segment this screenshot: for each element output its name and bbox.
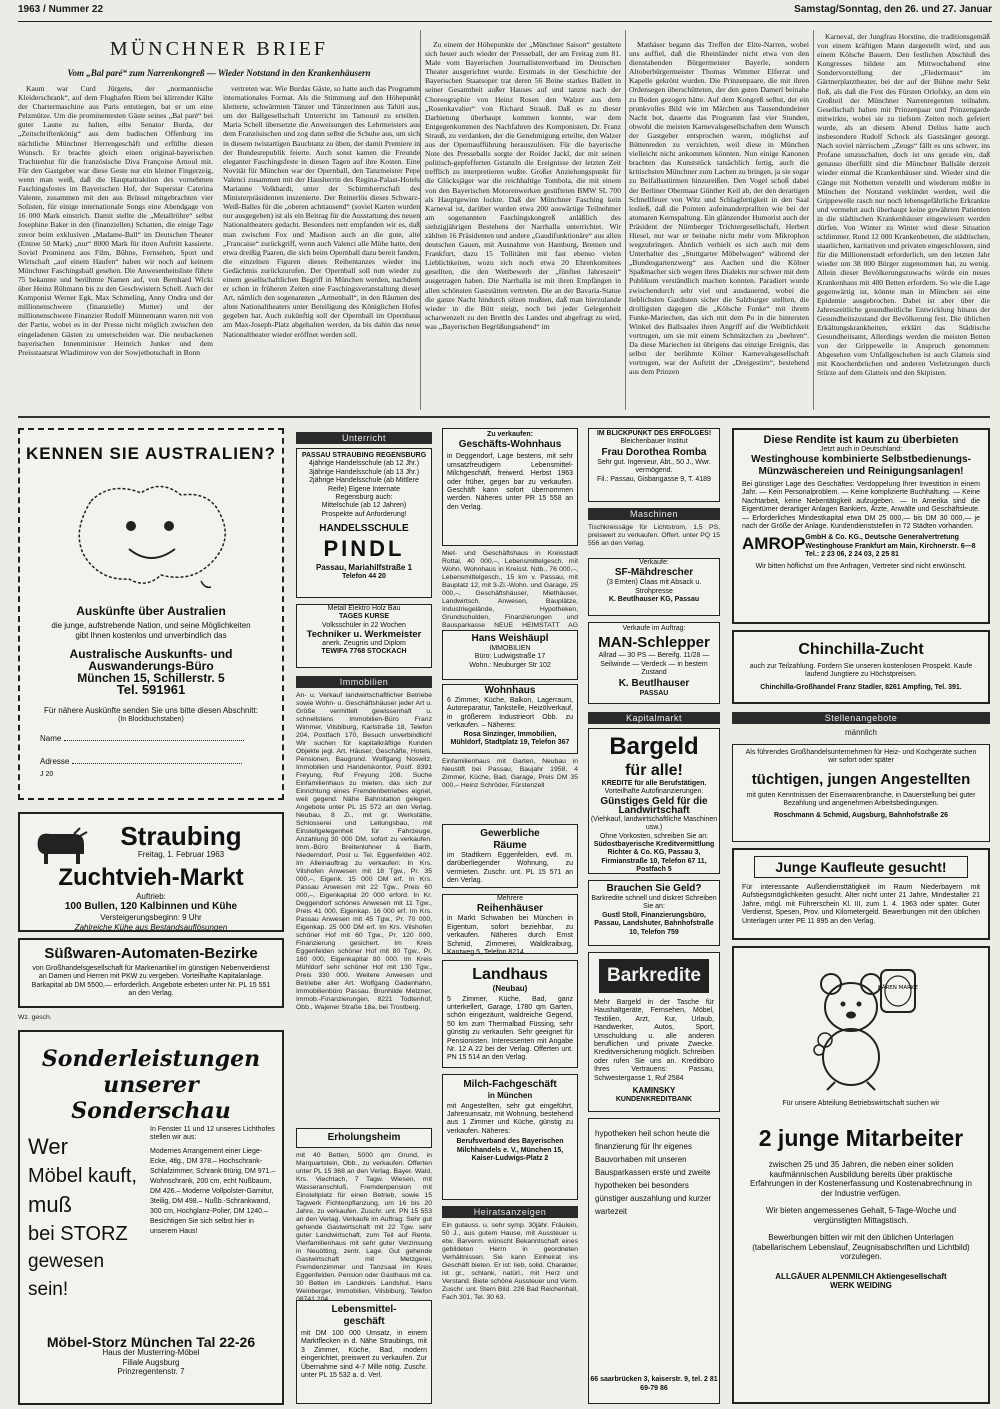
ad-wohnhaus: Wohnhaus 6 Zimmer, Küche, Balkon, Lagerraum, Autoreparatur, Tankstelle, Heizölverkauf, in größerem Industrieort Obb. zu verkaufen. – Näheres: Rosa Sinzinger, Immobilien, Mühldorf, Stadtplatz 19, Telefon 367 xyxy=(442,684,578,754)
coupon-name-field[interactable]: Name xyxy=(40,734,282,744)
article-column-3: Zu einem der Höhepunkte der „Münchner Saison“ gestaltete sich heuer auch wieder der Presseball, der am Freitag zum 81. Male vom Bayerischen Journalistenverband im Deutschen Theater ausgerichtet wurde. Erstmals in der Geschichte der Bayerischen Staatsoper trat deren 56 Beine starkes Ballett in seiner Gesamtheit außer Hauses auf und tanzte nach der Choreographie von Heinz Rosen den Walzer aus dem „Rosenkavalier“ von Richard Strauß. Daß es zu dieser Darbietung überhaupt kommen konnte, war dem Entgegenkommen des Nachfahren des Komponisten, Dr. Franz Strauß, zu verdanken, der die Genehmigung erteilte, den Walzer aus der Opernaufführung herauszulösen. Für die bayerische Note des Presseballs sorgte der Roider Jackl, der mit seinen politisch-gepfefferten Gstanzln die Ereignisse der letzten Zeit trefflich zu interpretieren wußte. Großer Anziehungspunkt für die Glücksjäger war die reichhaltige Tombola, die mit einem von den Bayerischen Motorenwerken gestifteten BMW SL 700 als Hauptgewinn lockte. Daß der Münchner Fasching kein Karneval ist, darüber wurden etwa 200 auswärtige Teilnehmer am sogenannten Faschingskongreß anläßlich des siebzigjährigen Bestehens der Narrhalla unterrichtet. Wir zählten 16 Präsidenten und andere „Gaudifunktionäre“ aus allen deutschen Gauen, mit Ausnahme von Hamburg, Bremen und Frankfurt, dazu 15 Tollitäten mit fast ebenso vielen Lieblichkeiten, wozu sich noch etwa 20 Ehrenkomitees gesellten, die den Wettbewerb der „fünften Jahreszeit“ ausgetragen haben. Die Narrhalla ist mit ihren Empfängen in allen schönsten Gaststätten vertreten. Die an der Bavaria-Statue die ganze Nacht hindurch sitzen mußten, daß man hierzulande wieder in die Bütt steigt, noch bei jeder Gelegenheit scharwenzelt zu den Brettln des Landes und abgefragt zu wird, was „Bayerischen Begrüßungsabend“ im xyxy=(425,40,621,331)
ad-gewerbliche-raeume: Gewerbliche Räume im Stadtkern Eggenfelden, evtl. m. darüberliegender Wohnung, zu vermieten. Zuschr. unt. PL 15 571 an den Verlag. xyxy=(442,824,578,888)
ad-landhaus: Landhaus (Neubau) 5 Zimmer, Küche, Bad, ganz unterkellert, Garage, 1780 qm Garten, schön eingezäunt, waldreiche Gegend, 50 km zum Thermalbad Füssing, sehr günstig zu verkaufen. Sehr geeignet für Pensionisten. Interessenten mit Angabe Nr. 12 A 22 bei der Verlag. Offerten unt. PN 15 514 an den Verlag. xyxy=(442,960,578,1068)
section-immobilien: Immobilien xyxy=(296,676,432,688)
bull-icon xyxy=(30,826,90,868)
article-title: MÜNCHNER BRIEF xyxy=(109,38,329,60)
ad-erholungsheim-title: Erholungsheim xyxy=(296,1128,432,1148)
ad-lebensmittel: Lebensmittel- geschäft mit DM 100 000 Umsatz, in einem Marktflecken in d. Nähe Straubings, mit 3 Zimmer, Küche, Bad, modern eingerichtet, preiswert zu verkaufen. Zur Übernahme sind 4-7 Mille nötig. Zuschr. unter PL 15 532 a. d. Verl. xyxy=(296,1300,432,1404)
article-column-2: vertreten war. Wie Burdas Gäste, so hatte auch das Programm internationales Format. Als die Stimmung auf den Höhepunkt kletterte, schwärmten Tänzer und Tänzerinnen aus Tahiti aus, um der Ballgesellschaft Unterricht im Tamouré zu erteilen. Maria Schell übersetzte die Anweisungen des Lehrmeisters aus dem Französischen und zog dann selbst die Schuhe aus, um sich in diesem twistartigen Bauchtanz zu üben, der damit Premiere in der Bundesrepublik feierte. Auch sonst kamen die Freunde eleganter Faschingsfeste in diesen Tagen auf ihre Kosten. Eine Novität für München war der Opernball, den Tanzmeister Pepe Valenci zusammen mit der Hausherrin des Regina-Palast-Hotels Marianne Volkhardt, unter der Schirmherrschaft des Ministerpräsidenten inszenierte. Der Reinerlös dieses Schwarz-Weiß-Balles für die „oberen achttausend“ (soviel Karten wurden nur ausgegeben) ist als ein Beitrag für die Ausstattung des neuen Nationaltheaters gedacht. Besonders nett empfanden wir es, daß man zwischen Fox und Madison auch an die gute, alte „Francaise“ zurückgriff, wenn auch Valenci alle Mühe hatte, den etwa dreißig Paaren, die sich beim Opernball dazu bereit fanden, die einzelnen Figuren dieses Reihentanzes wieder ins Gedächtnis zurückzurufen. Der Opernball soll nun wieder zu einem gesellschaftlichen Begriff in München werden, nachdem er schon in früheren Zeiten eine Faschingsveranstaltung dieser Art, nämlich den sogenannten „Armenball“, in den Räumen des alten Nationaltheaters unter Beteiligung des Königlichen Hofes gegeben hat. Auch zukünftig soll der Opernball im Opernhaus am Max-Joseph-Platz abgehalten werden, da bis dahin das neue Nationaltheater wieder eröffnet werden soll. xyxy=(223,84,420,339)
ad-maehdrescher: Verkaufe: SF-Mähdrescher (3 Ernten) Claas mit Absack u. Strohpresse K. Beutlhauser KG, Passau xyxy=(588,558,720,616)
amrop-logo: AMROP xyxy=(742,534,806,554)
section-stellenangebote: Stellenangebote xyxy=(732,712,990,724)
classifieds-immobilien: An- u. Verkauf landwirtschaftlicher Betriebe sowie Wohn- u. Geschäftshäuser jeder Art u. Größe vermittelt gewissenhaft u. schnellstens Immobilien-Büro Franz Wimmer, Vilsbiburg, Karlstraße 18, Telefon 204, Postfach 170, Besuch unverbindlich! Wir suchen für kapitalkräftige Kunden Objekte jegl. Art, Häuser, Geschäfte, Hotels, Pensionen, Baugrund. Wolfgang Noswitz, Immobilien und Handelskontor, Postf. 8391 Freyung, Ruf Freyung 208. Suche Einfamilienhaus zu mieten, das sich zur Einrichtung eines Fremdenbetriebes eignet, weil gegend. Nähe Bahnstation gelegen. Angebote unter PL 15 572 an den Verlag. Neubau, 8 Zi., mit gr. Werkstätte, Schlosserei und Leitungsbau, mit Einstellgelegenheit für Fahrzeuge, Anzahlung 30 000 DM, sofort zu verkaufen. Imm.-Büro Breitenlohner & Barth, Niederndorf, Post u. Tel. Eggenfelden 402. Im Alleinauftrag zu verkaufen: In Krs. Vilshofen Anwesen mit 18 Tgw., Pr. 35 000,–, Eigenk. 15 000 DM erf. In Krs. Passau Anwesen mit 22 Tgw., Preis 60 000,–, Eigenkapital 20 000 erford. In Kr. Deggendorf schönes Anwesen mit 11 Tgw., Preis 41 000, Eigenkap. 16 000 erf. Im Krs. Passau Anwesen mit 45 Tgw., Pr. 70 000, Eigenkap. 25 000 DM erf. Im Krs. Vilshofen schöner Hof mit 60 Tgw., Pr. 120 000, Finanzierung gesichert. Im Kreis Eggenfelden schöner Hof mit 80 Tgw., Pr. 160 000, Eigenkapital 80 000. Im Kreis Mühldorf sehr schöner Hof mit 130 Tgw., Preis 330 000. Weitere Anwesen und Betriebe aller Art. Wolfgang Gadenhahn, Immobilienbüro Passau. Brunhilde Metzner, Immob.-Finanzierungen, 8221 Todtenhof, Obb., Wajener Straße 18a, bei Trostberg. xyxy=(296,692,432,1011)
editorial-section xyxy=(18,26,990,414)
classifieds-einfamilienhaus: Einfamilienhaus mit Garten, Neubau in Neustift bei Passau, Baujahr 1958, 4 Zimmer, Küche, Bad, Garage, Preis DM 35 000,– Heinz Schröder, Fürstenzell xyxy=(442,758,578,789)
masthead xyxy=(18,4,992,22)
ad-allgaeuer-alpenmilch: BÄREN MARKE Für unsere Abteilung Betriebswirtschaft suchen wir 2 junge Mitarbeiter zwischen 25 und 35 Jahren, die neben einer soliden kaufmännischen Ausbildung bereits über praktische Erfahrungen in der Kostenerfassung und Kostenabrechnung in der Industrie verfügen. Wir bieten angemessenes Gehalt, 5-Tage-Woche und vergünstigten Mittagstisch. Bewerbungen bitten wir mit den üblichen Unterlagen (tabellarischem Lebenslauf, Zeugnisabschriften und Lichtbild) vorzulegen. ALLGÄUER ALPENMILCH Aktiengesellschaft WERK WEIDING xyxy=(732,946,990,1404)
ad-straubing: Straubing Freitag, 1. Februar 1963 Zuchtvieh-Markt Auftrieb: 100 Bullen, 120 Kalbinnen und Kühe Versteigerungsbeginn: 9 Uhr Zahlreiche Kühe aus Bestandsauflösungen xyxy=(18,812,284,932)
ad-roschmann-schmid: Als führendes Großhandelsunternehmen für Heiz- und Kochgeräte suchen wir sofort oder später tüchtigen, jungen Angestellten mit guten Kenntnissen der Eisenwarenbranche, in Dauerstellung bei guter Bezahlung und angenehmen Arbeitsbedingungen. Roschmann & Schmid, Augsburg, Bahnhofstraße 26 xyxy=(732,744,990,842)
teddy-bear-icon xyxy=(801,962,921,1092)
ad-barkredite: Barkredite Mehr Bargeld in der Tasche für Haushaltgeräte, Fernsehen, Möbel, Textilien, Arzt, Kur, Urlaub, Handwerker, Autos, Sport, Umschuldung u. alle anderen beruflichen und private Zwecke. Kreditversicherung möglich. Schreiben oder rufen Sie uns an. Kreditbüro Ihres Vertrauens: Passau, Schwestergasse 1, Ruf 2584 KAMINSKY KUNDENKREDITBANK xyxy=(588,952,720,1112)
baerenmarke-badge: BÄREN MARKE xyxy=(877,985,919,991)
barkredite-title-banner: Barkredite xyxy=(599,959,709,993)
issue-date: Samstag/Sonntag, den 26. und 27. Januar xyxy=(794,4,992,15)
issue-number: 1963 / Nummer 22 xyxy=(18,4,104,15)
section-maschinen: Maschinen xyxy=(588,508,720,520)
ad-handelsschule-pindl: PASSAU STRAUBING REGENSBURG 4jährige Handelsschule (ab 12 Jhr.) 3jährige Handelsschule (ab 13 Jhr.) 2jährige Handelsschule (ab Mittlere Reife) Eigene Internate Regensburg auch: Mittelschule (ab 12 Jahren) Prospekte auf Anforderung! HANDELSSCHULE PINDL Passau, Mariahilfstraße 1 Telefon 44 20 xyxy=(296,448,432,598)
column-rule xyxy=(420,30,421,410)
ad-hypotheken: hypotheken heil schon heute die finanzierung für Ihr eigenes Bauvorhaben mit unseren Bausparkassen erste und zweite hypotheken bei besonders günstiger auszahlung und kurzer wartezeit 66 saarbrücken 3, kaiserstr. 9, tel. 2 81 69-79 86 xyxy=(588,1118,720,1404)
section-unterricht: Unterricht xyxy=(296,432,432,444)
ad-techniker: Metall Elektro Holz Bau TAGES KURSE Volksschüler in 22 Wochen Techniker u. Werkmeister anerk. Zeugnis und Diplom TEWIFA 7768 STOCKACH xyxy=(296,604,432,668)
article-column-5: Karneval, der Jungfrau Horstine, die traditionsgemäß von einem kräftigen Mann dargestellt wird, und aus einem Kölsche Bauern. Den festlichen Abschluß des Kongresses bildete am Mittwochabend eine Sondervorstellung der „Fledermaus“ im Gärtnerplatztheater, bei der auf der Bühne mehr Sekt floß, als daß die Fest des Fürsten Orlofsky, an dem ein Großteil der Münchner Narrenregenten teilnahm. Gesellschaft halten mit Prinzenpaar und Prinzengarde mitwirkte, wobei sie zu tiefsten Zeiten noch gefeiert wurde, als an diesem Abend Delius hatte auch insbesondere Rudolf Schock als Gastsänger gesorgt. Nach soviel närrischem „Zeugs“ fällt es uns schwer, ins Profane umzuschalten, doch ist uns gerade ein, daß genauso überfüllt sind die Münchner Ballsäle derzeit wieder einmal die Krankenhäuser sind. Wieder sind die Gänge mit Notbetten verstellt und wiederum müßte in München der Notstand verkündet werden, weil die Grippewelle rasch nur noch lebensgefährliche Erkrankte und vermehrt auch überhaupt keine gewährten Patienten in die städtischen Krankenhäuser eingewiesen werden dürfen. Von Winter zu Winter wird diese Situation schlimmer. Rund 12 000 Krankenbetten, die städtischen, staatlichen, karitativen und privaten eingeschlossen, sind für die Millionenstadt erforderlich, um den letzten Jahr wieder um 38 000 Bürger zugenommen hat, zu wenig. Allein dieser Bevölkerungszuwachs würde ein neues Krankenhaus mit 400 Betten erfordern. So wie die Lage gegenwärtig ist, könnte man in München sei eine Epidemie ausgebrochen. Dabei ist aber über die Jahreszeitliche gesundheitliche Entwicklung hinaus der Gesundheitszustand der Bevölkerung fest. Die üblichen Erkältungskrankheiten, erklärt das Städtische Gesundheitsamt, Allerdings werden die meisten Betten von der Grippewelle in Anspruch genommen: Abgesehen vom Unfallgeschehen ist auch Glatteis sind mit Knochenbrüchen und anderen Verletzungen durch Stürze auf dem Glatteis und den Skipisten. xyxy=(817,32,990,378)
ad-bargeld: Bargeld für alle! KREDITE für alle Berufstätigen. Vorteilhafte Autofinanzierungen. Günstiges Geld für die Landwirtschaft (Viehkauf, landwirtschaftliche Maschinen usw.) Ohne Vorkosten, schreiben Sie an: Südostbayerische Kreditvermittlung Richter & Co. KG, Passau 3, Firmianstraße 10, Telefon 67 11, Postfach 5 xyxy=(588,728,720,874)
trademark-note: Wz. gesch. xyxy=(18,1014,52,1021)
ad-australia: KENNEN SIE AUSTRALIEN? Auskünfte über Australien die junge, aufstrebende Nation, und seine Möglichkeiten gibt Ihnen kostenlos und unverbindlich das Australische Auskunfts- und Auswanderungs-Büro München 15, Schillerstr. 5 Tel. 591961 Für nähere Auskünfte senden Sie uns bitte diesen Abschnitt: (In Blockbuchstaben) Name Adresse J 20 xyxy=(18,428,284,800)
section-kapitalmarkt: Kapitalmarkt xyxy=(588,712,720,724)
ad-geschaeftswohnhaus: Zu verkaufen: Geschäfts-Wohnhaus in Deggendorf, Lage bestens, mit sehr umsatzfreudigem Lebensmittel-Milchgeschäft, freiwerd. Herbst 1963 oder früher, gegen bar zu verkaufen. Geschäft kann sofort übernommen werden. Näheres unter PR 15 558 an den Verlag. xyxy=(442,428,578,546)
section-rule xyxy=(18,416,990,418)
ad-reihenhaeuser: Mehrere Reihenhäuser in Markt Schwaben bei München in Eigentum, sofort beziehbar, zu verkaufen. Näheres durch Ernst Schmid, Zimmerei, Waldkraiburg, Kantweg 5, Telefon 8214. xyxy=(442,894,578,954)
ad-brauchen-sie-geld: Brauchen Sie Geld? Barkredite schnell und diskret Schreiben Sie an: Gustl Stoll, Finanzierungsbüro, Passau, Landshuter, Bahnhofstraße 10, Telefon 759 xyxy=(588,880,720,946)
article-column-4: Mathäser begann das Treffen der Elite-Narren, wobei uns auffiel, daß die Rheinländer nicht etwa von den dienstabenden Bürgermeister Bayerle, sondern Altoberbürgermeister Thomas Wimmer Elferrat und Kapelle gekrönt wurden. Die Prinzenpaare, die mit ihren Ordensegen überschütteten, der den guten Damerl beinahe zu Boden gezogen hätte. Auf dem Kongreß selbst, der ein prunkvolles Bild wie im Märchen aus Tausendundeiner Nacht bot, dauerte das Programm fast vier Stunden, obwohl die meisten Karnevalsgesellschaften dem Wunsch der Gastgeber entsprochen waren, möglichst auf Büttenreden zu verzichten, weil diese in München vielleicht nicht ankommen könnten. Nun einige Kanonen brachten das Kunststück tatsächlich fertig, auch die kritischsten Münchner zum Lachen zu bringen, ja sie sogar zu Beifallsstürmen hinzureißen. Den Vogel schoß dabei der Berliner Obermaar Günther Keil ab, der den derartigen Schnellfeuer von Witz und Schlagfertigkeit in den Saal losließ, daß die Pointen aufeinanderprallten wie bei der atomaren Kernspaltung. Ein glänzender Humorist auch der Präsident der Nürnberger Trichtergesellschaft, Herbert Hiesel, nur war er beinahe nicht mehr vom Mikrophon wegzubringen. Ähnlich verhielt es sich auch mit dem Unterhalter des „Stuttgarter Möbelwagen“ während der „Bundesgartenzwerg“ aus Aachen und die Kölner Spaßmacher sich wegen ihres Dialekts nur schwer mit dem Publikum verständlich machen konnten. Paradiert wurde zwischendurch sehr viel und ausdauernd, wobei die lieblichsten Gardisten sicher die Salzburger stellten, die drolligsten dagegen die „Kölsche Funke“ mit ihrem Funke-Mariechen, das sich mit dem Po in die hintersten Winkel des Ballsaales ihren Angriff auf die Weiblichkeit vortrugen, um sie mit einem Schmätzchen zu „beehren“. Da diese Mariechen ist übrigens das einzige Ereignis, das selbst der berühmte Kölner Karnevalsgesellschaft vortrugen, war der Auftritt der „Dreigestirn“, bestehend aus dem Prinzen xyxy=(629,40,809,377)
classifieds-heirat: Ein gutauss. u. sehr symp. 30jähr. Fräulein, 50 J., aus gutem Hause, mit Aussteuer u. etw. Barverm. wünscht Bekanntschaft eines gebildeten Herrn in geordneten Verhältnissen. Sie kann Einheirat ins Geschäft bieten. Er ist: lieb, solid. Charakter, ist gr., schlank, natürl., mit Herz und Verstand. Biete schöne Aussteuer und Verm. Zuschr. unt. Stern Bild. 226 Bad Reichenhall, Fach 301, Tel. 30 63. xyxy=(442,1222,578,1301)
ad-junge-kaufleute: Junge Kaufleute gesucht! Für interessante Außendiensttätigkeit im Raum Niederbayern mit Aufstiegsmöglichkeiten gesucht. Alter nicht unter 21 Jahre, Mindestalter 21 Jahre, mögl. mit Führerschein Kl. III, zum 1. 4. 1963 oder später. Guter Verdienst, Spesen, Prov. und Kilometergeld. Bewerbungen mit den üblichen Unterlagen unter PE 11 895 an den Verlag. xyxy=(732,848,990,940)
ad-man-schlepper: Verkaufe im Auftrag: MAN-Schlepper Allrad — 30 PS — Bereifg. 11/28 — Seilwinde — Verdeck — in bestem Zustand K. Beutlhauser PASSAU xyxy=(588,622,720,704)
ad-suesswaren: Süßwaren-Automaten-Bezirke von Großhandelsgesellschaft für Markenartikel im günstigen Nebenverdienst an Damen und Herren mit PKW zu vergeben. Vorteilhafte Kapitalanlage. Barkapital ab DM 5500,— erforderlich. Angebote erbeten unter Nr. PL 15 551 an den Verlag. xyxy=(18,938,284,1008)
category-maennlich: männlich xyxy=(844,728,877,737)
classifieds-erholungsheim: mit 40 Betten, 5000 qm Grund, in Marquartstein, Obb., zu verkaufen. Offerten unter PL 15 368 an den Verlag. Bayer. Wald, Krs. Viechtach, 7 Tagw. Wiesen, mit Wasseranschluß, Fremdenpension mit Einstellplatz für einen Betrieb, sowie 15 Tagwerk Fichtenpflanzung, um 16 bis 20 Jahre, zu verkaufen. Zuschr. unt. PN 15 553 an den Verlag. Verkaufe im Auftrag: Sehr gut gehende Gastwirtschaft mit 22 Tgw. sehr guter Landwirtschaft, zum Teil auf Rente. Vierfamilienhaus mit sehr guter Verzinsung in Neuötting, zentr. Lage. Gut gehende Gastwirtschaft mit Metzgerei, Fremdenzimmer und Tanzsaal im Kreis Eggenfelden. Pension oder Gasthaus mit ca. 30 Betten im Landkreis Landshut. Hans Weinberger, Immobilien, Vilsbiburg, Telefon xyxy=(296,1152,432,1295)
ad-chinchilla: Chinchilla-Zucht auch zur Teilzahlung. Fordern Sie unseren kostenlosen Prospekt. Kaufe laufend Jungtiere zu Höchstpreisen. Chinchilla-Großhandel Franz Stadler, 8261 Ampfing, Tel. 391. xyxy=(732,630,990,704)
section-heiratsanzeigen: Heiratsanzeigen xyxy=(442,1206,578,1218)
ad-milchfachgeschaeft: Milch-Fachgeschäft in München mit Angestellten, sehr gut eingeführt, Jahresumsatz, mit Wohnung, bestehend aus 1 Zimmer und Küche, günstig zu verkaufen. Näheres: Berufsverband des Bayerischen Milchhandels e. V., München 15, Kaiser-Ludwigs-Platz 2 xyxy=(442,1074,578,1200)
column-rule xyxy=(813,30,814,410)
ad-moebel-storz: Sonderleistungen unserer Sonderschau Wer Möbel kauft, muß bei STORZ gewesen sein! In Fenster 11 und 12 unseres Lichthofes stellen wir aus: Modernes Arrangement einer Liege-Ecke, 4tlg., DM 378.– Hochschrank-Schlafzimmer, Schrank 6türig, DM 971.– Wohnschrank, 200 cm, echt Nußbaum, DM 426.– Moderne Vollpolster-Garnitur, 3teilig, DM 498.– Nußb.-Schrankwand, 300 cm, Hochglanz-Polier, DM 1240.– Besichtigen Sie sich selbst hier in unserem Haus! Möbel-Storz München Tal 22-26 Haus der Musterring-Möbel Filiale Augsburg Prinzregentenstr. 7 xyxy=(18,1030,284,1405)
ad-westinghouse-amrop: Diese Rendite ist kaum zu überbieten Jetzt auch in Deutschland: Westinghouse kombinierte Selbstbedienungs-Münzwäschereien und Reinigungsanlagen! Bei günstiger Lage des Geschäftes: Verdoppelung Ihrer Investition in einem Jahr. — Kein Personalproblem. — Keine komplizierte Buchhaltung. — Keine Nachtarbeit, keine Nebentätigkeit aufzugeben. — In Amerika sind die Eigentümer derartiger Anlagen Bankiers, Ärzte, Anwälte und Geschäftsleute. — Erforderliches Mindestkapital etwa DM 25 000,— bis DM 30 000,— je nach der Größe der Anlage. Kundendienststellen in 72 Städten vorhanden. AMROP GmbH & Co. KG., Deutsche Generalvertretung Westinghouse Frankfurt am Main, Kirchnerstr. 6—8 Tel.: 2 23 06, 2 24 03, 2 25 81 Wir bitten höflichst um Ihre Anfragen, Vertreter sind nicht erwünscht. xyxy=(732,428,990,624)
classifieds-mietgeschaeft: Miet- und Geschäftshaus in Kreisstadt Rottal, 40 000,–, Lebensmittelgesch. mit Wohn. Wohnhaus in Kreisst. Ndb., 76 000,–, Lebensmittelgesch., 15 km v. Passau, mit Bauplatz 12, mit 3-Zi.-Wohn. und Garage, 25 000,–, Geschäftshäuser, Miethäuser, Landwirtsch. Anwesen, Bauplätze, Industriegelände, Hypotheken, Grundschulden, Finanzierungen und Bausparkasse NEUE HEIMSTATT AG xyxy=(442,550,578,629)
ad-australia-title: KENNEN SIE AUSTRALIEN? xyxy=(26,444,276,463)
ad-romba: IM BLICKPUNKT DES ERFOLGES! Bleichenbauer Institut Frau Dorothea Romba Sehr gut. Ingenieur, Abt., 50 J., Wwr. vermögend. Fil.: Passau, Gisbangasse 9, T. 4189 xyxy=(588,428,720,502)
australia-map-icon xyxy=(51,471,251,601)
coupon-address-field[interactable]: Adresse xyxy=(40,757,282,767)
article-subtitle: Vom „Bal paré“ zum Narrenkongreß — Wieder Notstand in den Krankenhäusern xyxy=(67,68,371,78)
article-column-1: Kaum war Curd Jürgens, der „normannische Kleiderschrank“, auf dem Flughafen Riem bei klirrender Kälte der Chartermaschine aus Paris entstiegen, bat er um eine Pelzmütze. Um die prominentesten Gäste seines „Bal paré“ bei guter Laune zu halten, eilte Senator Burda, der „Zeitschriftenkönig“ aus dem badischen Offenburg ins nächtliche Münchner Herrengeschäft und erfüllte diesen Wunsch. Er brachte gleich einen original-bayerischen Trachtenhut für die französische Diva Françoise Arnoul mit. Für den Gastgeber war diese Geste nur ein kleiner Fingerzeig, wenn man weiß, daß die Hauptattraktion des vornehmen Faschingsfestes im Bayerischen Hof, der Superstar Caterina Valente, zusammen mit den aus Brüssel mitgebrachten vier Solisten, für einige internationale Songs eine Abendgage von 16 000 Mark einstrich. Damit stellte die „Metallröhre“ selbst Josephine Baker in den (finanziellen) Schatten, die einige Tage zuvor beim exklusiven „Madame-Ball“ im Deutschen Theater (Entree 50 Mark) „nur“ 8000 Mark für ihren Auftritt kassierte. Soviel Prominenz aus Film, Bühne, Fernsehen, Sport und Wirtschaft „auf einem Haufen“ haben wir noch auf keinem Münchner Faschingsball gesehen. Die Anwesenheitsliste führte 75 bekannte und berühmte Namen auf, von Bernhard Wicki über Heinz Rühmann bis zu den Geschwistern Schell. Auch der Komponist Werner Egk, Max Schmeling, Anny Ondra und der millionenschwere (finanzielle) Mutter) und der millionenschwere Finanzier Rudolf Münnemann waren mit von der Partie, wobei es in der Presse nicht möglich zwischen den eingeladenen Gästen zu unterscheiden war. Die neubackenen bayerischen Innenminister Heinrich Junker und dem Preisstaatsrat Wladimirow von der Sowjetbotschaft in Bonn xyxy=(18,84,213,357)
classifieds-tischkreissaege: Tischkreissäge für Lichtstrom, 1,5 PS, preiswert zu verkaufen. Offert. unter PQ 15 556 an den Verlag. xyxy=(588,524,720,547)
column-rule xyxy=(625,30,626,410)
ad-weishaeupl: Hans Weishäupl IMMOBILIEN Büro: Ludwigstraße 17 Wohn.: Neuburger Str 102 xyxy=(442,630,578,680)
